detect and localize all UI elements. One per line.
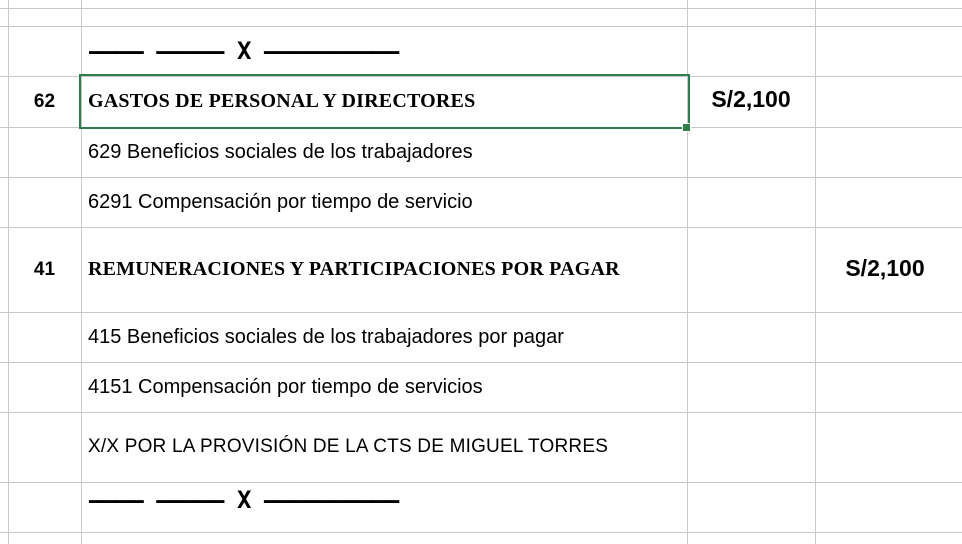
account-name: 629 Beneficios sociales de los trabajadores: [88, 140, 473, 163]
account-name: GASTOS DE PERSONAL Y DIRECTORES: [88, 90, 476, 112]
fill-handle[interactable]: [682, 123, 691, 132]
account-name: 4151 Compensación por tiempo de servicios: [88, 375, 483, 398]
account-cell[interactable]: [81, 482, 687, 518]
gridline: [0, 8, 962, 9]
account-cell[interactable]: [81, 227, 687, 312]
account-code: 41: [33, 258, 56, 280]
credit-cell[interactable]: [815, 227, 955, 312]
code-cell[interactable]: [8, 76, 81, 127]
code-cell[interactable]: [8, 227, 81, 312]
selected-cell-border: [79, 74, 690, 129]
account-name: 415 Beneficios sociales de los trabajadores por pagar: [88, 325, 564, 348]
account-cell[interactable]: [81, 127, 687, 177]
entry-separator: ———— ————— X ——————————: [89, 37, 399, 65]
debit-cell[interactable]: [687, 76, 815, 127]
glosa-cell[interactable]: [81, 412, 687, 482]
entry-separator: ———— ————— X ——————————: [89, 486, 399, 514]
gridline: [0, 532, 962, 533]
account-cell[interactable]: [81, 362, 687, 412]
account-code: 62: [33, 90, 56, 112]
account-cell[interactable]: [81, 26, 687, 76]
account-cell[interactable]: [81, 312, 687, 362]
account-name: 6291 Compensación por tiempo de servicio: [88, 190, 473, 213]
entry-description: X/X POR LA PROVISIÓN DE LA CTS DE MIGUEL TORRES: [88, 436, 609, 457]
credit-amount: S/2,100: [845, 255, 925, 281]
account-cell[interactable]: [81, 177, 687, 227]
debit-amount: S/2,100: [711, 86, 791, 112]
account-name: REMUNERACIONES Y PARTICIPACIONES POR PAGAR: [88, 258, 620, 280]
